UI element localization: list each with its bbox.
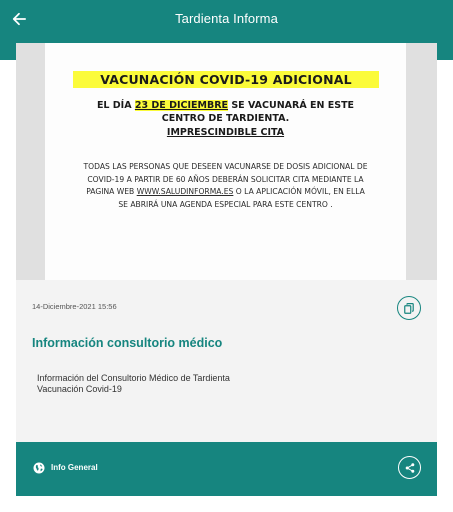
flyer-body-line: COVID-19 A PARTIR DE 60 AÑOS DEBERÁN SOLICITAR CITA MEDIANTE LA (87, 174, 364, 184)
flyer-date-highlight: 23 DE DICIEMBRE (134, 100, 229, 111)
globe-icon (33, 462, 45, 474)
copy-icon (404, 303, 414, 314)
flyer-body-line (51, 186, 400, 199)
page-title: Tardienta Informa (175, 11, 278, 26)
flyer-line3-text: IMPRESCINDIBLE CITA (166, 127, 285, 138)
flyer-line1-post: SE VACUNARÁ EN ESTE (228, 100, 355, 111)
post-body-line: Información del Consultorio Médico de Tardienta (37, 373, 230, 383)
flyer-body-line3-post: O LA APLICACIÓN MÓVIL, EN ELLA (233, 187, 365, 197)
flyer-body (51, 161, 400, 211)
news-card (16, 43, 437, 496)
category-label: Info General (51, 463, 98, 472)
post-date: 14-Diciembre-2021 15:56 (32, 302, 117, 311)
flyer-line1-pre: EL DÍA (96, 100, 135, 111)
flyer-body-line: SE ABRIRÁ UNA AGENDA ESPECIAL PARA ESTE CENTRO . (118, 199, 333, 209)
flyer-body-line: TODAS LAS PERSONAS QUE DESEEN VACUNARSE DE DOSIS ADICIONAL DE (83, 162, 368, 171)
vaccination-flyer (45, 43, 406, 280)
flyer-website-link: WWW.SALUDINFORMA.ES (136, 187, 234, 197)
flyer-center-line: CENTRO DE TARDIENTA. (161, 113, 290, 124)
flyer-title: VACUNACIÓN COVID-19 ADICIONAL (73, 71, 379, 88)
flyer-appointment-line (45, 127, 406, 139)
news-image[interactable] (16, 43, 437, 280)
flyer-date-line (45, 100, 406, 112)
card-footer (16, 442, 437, 496)
post-body-line: Vacunación Covid-19 (37, 384, 122, 394)
flyer-body-line3-pre: PAGINA WEB (86, 187, 137, 197)
post-body (37, 373, 230, 395)
post-title: Información consultorio médico (32, 336, 223, 350)
copy-button[interactable] (397, 296, 421, 320)
app-bar (0, 0, 453, 38)
share-button[interactable] (398, 456, 421, 479)
share-icon (405, 463, 415, 473)
